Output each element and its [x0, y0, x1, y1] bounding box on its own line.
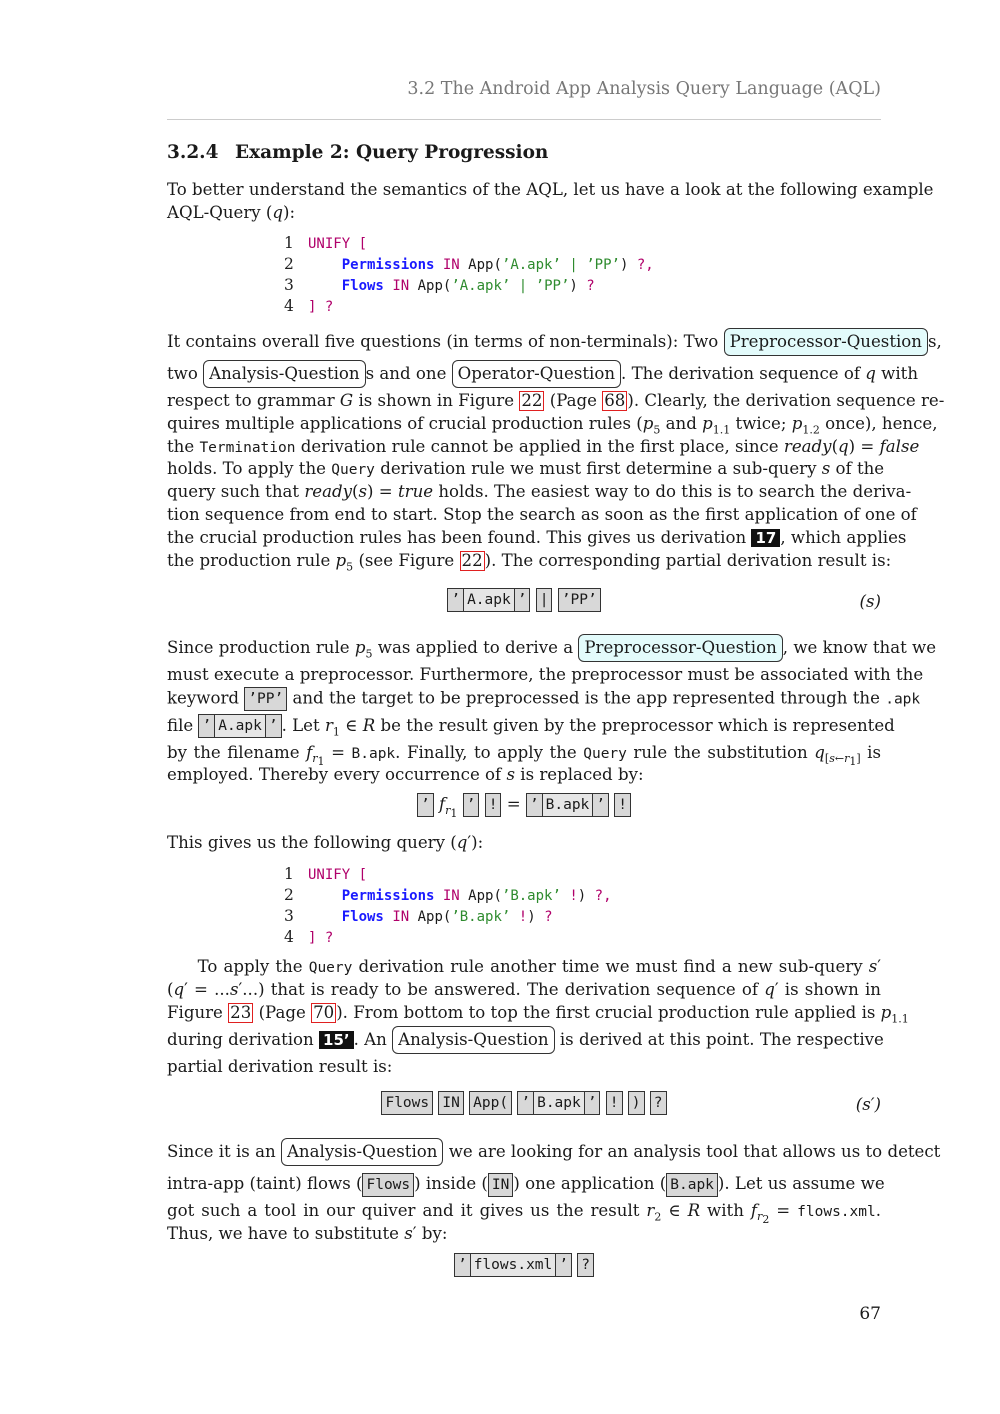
token: !	[614, 793, 631, 817]
token-group: ’ flows.xml ’	[454, 1253, 572, 1277]
derivation-badge: 15’	[319, 1031, 354, 1049]
section-number: 3.2.4	[167, 142, 219, 163]
page-number: 67	[859, 1304, 881, 1324]
token: !	[606, 1091, 623, 1115]
token: |	[536, 588, 553, 612]
operator-question-box: Operator-Question	[452, 360, 621, 388]
code-listing-1	[284, 233, 654, 317]
token: )	[628, 1091, 645, 1115]
code-line: 1 UNIFY [	[284, 234, 368, 252]
paragraph-5: Since it is an Analysis-Question we are looking for an analysis tool that allows us to detect intra-app (taint) flows ( Flows ) inside ( IN ) one application ( B.apk ). Let us assume we got such a tool in our quiver and it gives us the result $r_2$ ∈ R with $f_{r_2}$ = flows.xml. Thus, we have to substitute s′ by:	[167, 1136, 881, 1246]
paragraph-3: This gives us the following query (q′):	[167, 833, 484, 852]
code-line: 4 ] ?	[284, 928, 334, 946]
token: ’	[463, 793, 480, 817]
intro-paragraph	[167, 179, 934, 225]
figure-link[interactable]: 23	[230, 1002, 252, 1022]
paragraph-1: It contains overall five questions (in terms of non-terminals): Two Preprocessor-Question s, two Analysis-Question s and one Operator-Question . The derivation sequence of q with respect to grammar G is shown in Figure 22 (Page 68 ). Clearly, the derivation sequence re- quires multiple applications of crucial production rules ($p_5$ and $p_{1.1}$ twice; $p_{1.2}$ once), hence, the Termination derivation rule cannot be applied in the first place, since ready(q) = false holds. To apply the Query derivation rule we must first determine a sub-query s of the query such that ready(s) = true holds. The easiest way to do this is to search the deriva- tion sequence from end to start. Stop the search as soon as the first application of one of the crucial production rules has been found. This gives us derivation 17 , which applies the production rule $p_5$ (see Figure 22 ). The corresponding partial derivation result is:	[167, 326, 881, 572]
section-heading	[167, 142, 548, 163]
code-line: 3 Flows IN App(’B.apk’ !) ?	[284, 907, 553, 925]
token: Flows	[362, 1173, 414, 1197]
token: ’	[417, 793, 434, 817]
page-link[interactable]: 68	[604, 391, 626, 410]
token: B.apk	[666, 1173, 718, 1197]
token: Flows	[381, 1091, 433, 1115]
token: App(	[469, 1091, 512, 1115]
figure-link[interactable]: 22	[521, 391, 543, 410]
code-line: 3 Flows IN App(’A.apk’ | ’PP’) ?	[284, 276, 595, 294]
code-listing-2	[284, 864, 612, 948]
token: ?	[577, 1253, 594, 1277]
code-line: 2 Permissions IN App(’B.apk’ !) ?,	[284, 886, 612, 904]
token-group: ’ B.apk ’	[526, 793, 609, 817]
paragraph-2: Since production rule $p_5$ was applied to derive a Preprocessor-Question , we know that we must execute a preprocessor. Furthermore, the preprocessor must be associated with the keyword ’PP’ and the target to be preprocessed is the app represented through the .apk file ’ A.apk ’ . Let $r_1$ ∈ R be the result given by the preprocessor which is represented by the filename $f_{r_1} = B.apk$. Finally, to apply the Query rule the substitution $q_{[s\leftarrow r_1]}$ is employed. Thereby every occurrence of s is replaced by:	[167, 632, 881, 787]
figure-link[interactable]: 22	[461, 550, 483, 570]
running-head: 3.2 The Android App Analysis Query Language (AQL)	[407, 79, 881, 99]
section-title: Example 2: Query Progression	[235, 142, 549, 163]
token: IN	[488, 1173, 513, 1197]
code-line: 2 Permissions IN App(’A.apk’ | ’PP’) ?,	[284, 255, 654, 273]
token: ’PP’	[558, 588, 601, 612]
preprocessor-question-box: Preprocessor-Question	[724, 328, 928, 356]
paragraph-4: To apply the Query derivation rule another time we must find a new sub-query s′ (q′ = ...s′...) that is ready to be answered. The derivation sequence of q′ is shown in Figure 23 (Page 70 ). From bottom to top the first crucial production rule applied is $p_{1.1}$ during derivation 15’ . An Analysis-Question is derived at this point. The respective partial derivation result is:	[167, 957, 909, 1077]
intro-line: AQL-Query (q):	[167, 202, 296, 222]
token: ’PP’	[244, 687, 287, 711]
token-group: ’ B.apk ’	[517, 1091, 600, 1115]
token-group: ’ A.apk ’	[198, 714, 281, 738]
token: IN	[438, 1091, 463, 1115]
intro-line: To better understand the semantics of the AQL, let us have a look at the following example	[167, 180, 934, 199]
equation-final	[167, 1253, 881, 1277]
page-link[interactable]: 70	[313, 1002, 335, 1022]
code-line: 4 ] ?	[284, 297, 334, 315]
equation-substitution: ’ $f_{r_1}$ ’ ! = ’ B.apk ’ !	[167, 793, 881, 820]
derivation-badge: 17	[751, 529, 780, 547]
token: !	[485, 793, 502, 817]
code-line: 1 UNIFY [	[284, 865, 368, 883]
equation-s	[167, 588, 881, 612]
analysis-question-box: Analysis-Question	[392, 1026, 554, 1054]
preprocessor-question-box: Preprocessor-Question	[578, 634, 782, 662]
header-rule	[167, 119, 881, 120]
token: ?	[650, 1091, 667, 1115]
equation-s-prime	[167, 1091, 881, 1115]
equation-label: (s)	[859, 592, 881, 611]
equation-label: (s′)	[855, 1095, 881, 1114]
analysis-question-box: Analysis-Question	[281, 1138, 443, 1166]
analysis-question-box: Analysis-Question	[203, 360, 365, 388]
token-group: ’ A.apk ’	[447, 588, 530, 612]
